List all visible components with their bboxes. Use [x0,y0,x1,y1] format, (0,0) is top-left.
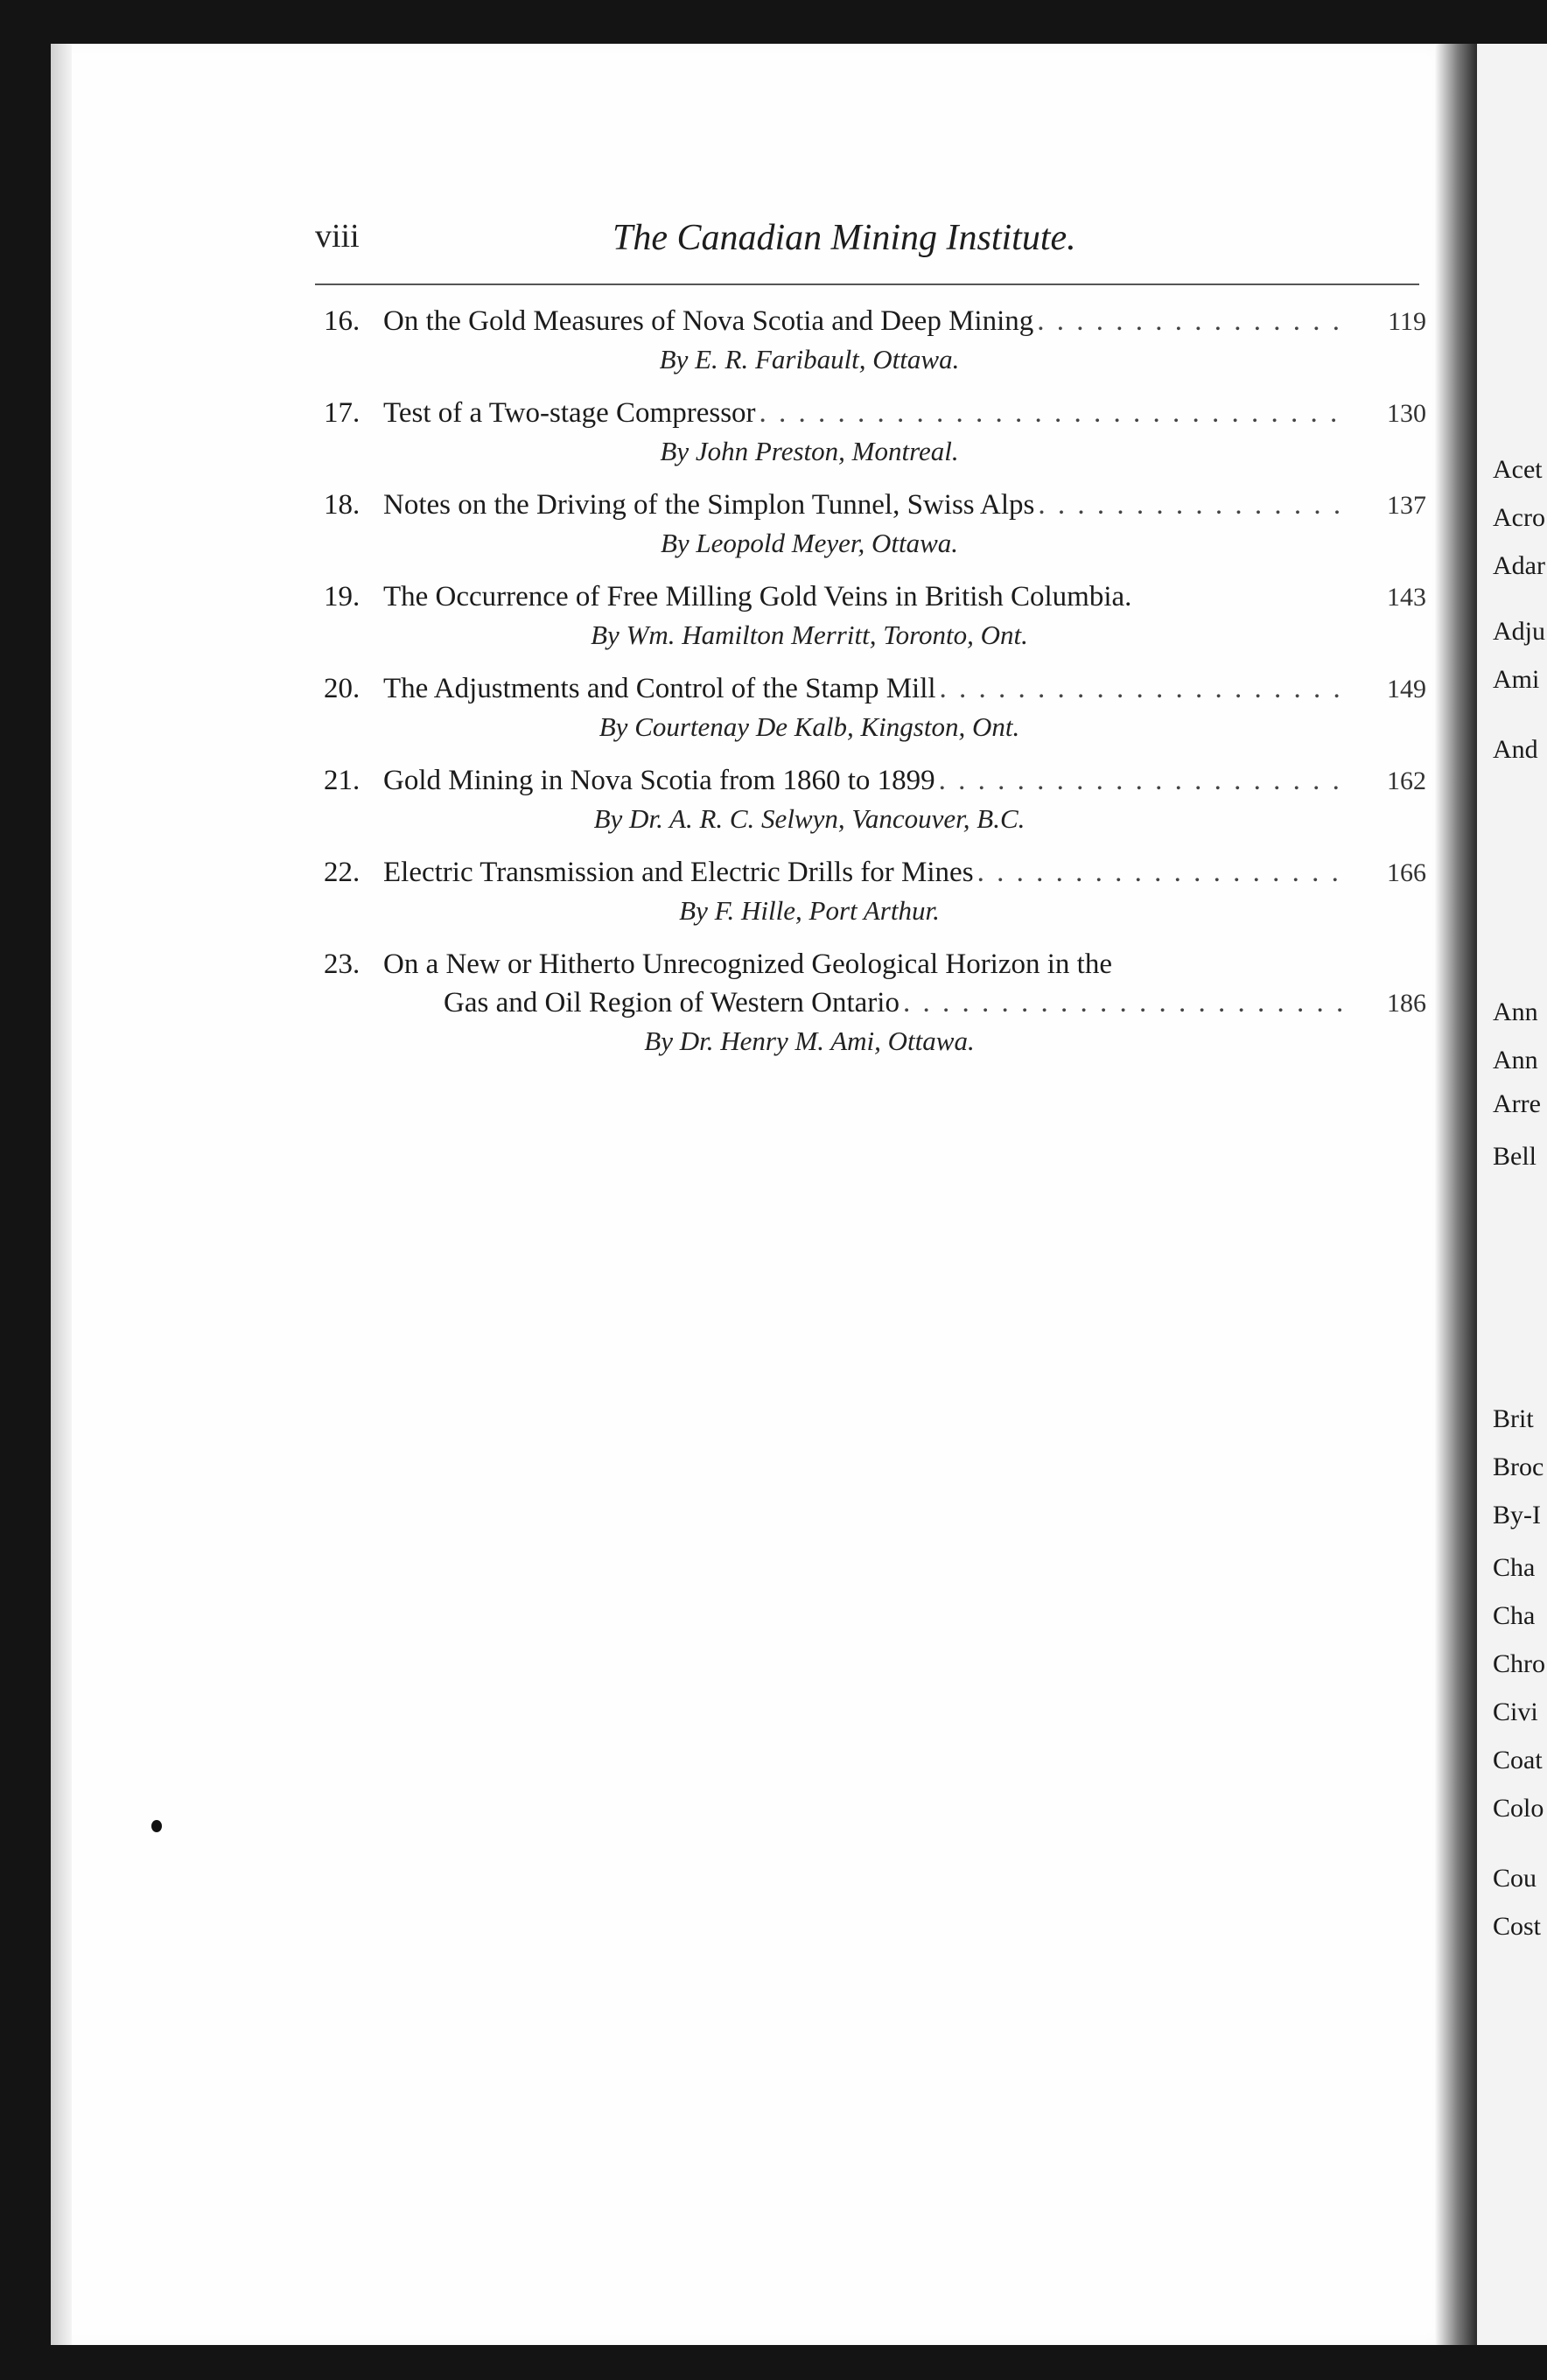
fragment-word: Civi [1493,1698,1538,1726]
fragment-word: Coat [1493,1746,1543,1774]
fragment-word: Adju [1493,617,1545,646]
entry-title: On a New or Hitherto Unrecognized Geological Horizon in the [383,948,1112,980]
dot-leader [756,394,1348,432]
entry-author: By F. Hille, Port Arthur. [679,895,940,926]
fragment-word: Bell [1493,1142,1536,1171]
entry-page: 130 [1387,399,1426,428]
fragment-word: Cha [1493,1601,1536,1630]
fragment-word: Acet [1493,455,1543,484]
fragment-word: Arre [1493,1089,1541,1118]
fragment-word: Chro [1493,1649,1545,1678]
contents-entry [324,669,1426,746]
contents-entry [324,945,1426,1060]
entry-number: 23. [324,948,360,980]
fragment-word: Brit [1493,1404,1534,1433]
entry-title: Test of a Two-stage Compressor [383,397,756,429]
entry-title: Electric Transmission and Electric Drills for Mines [383,857,974,888]
fragment-word: Ann [1493,1046,1538,1074]
entry-number: 19. [324,581,360,612]
entry-number: 17. [324,397,360,429]
fragment-word: Cou [1493,1864,1537,1893]
entry-author: By John Preston, Montreal. [660,436,959,466]
entry-author: By Leopold Meyer, Ottawa. [660,528,959,558]
dot-leader [900,984,1348,1022]
fragment-word: Cha [1493,1553,1536,1582]
entry-title: Gold Mining in Nova Scotia from 1860 to 1899 [383,765,935,796]
contents-entry [324,486,1426,562]
adjacent-page-fragment [1477,44,1547,2345]
page-number: viii [315,218,360,255]
entry-author: By Courtenay De Kalb, Kingston, Ont. [598,711,1020,742]
fragment-word: Ann [1493,998,1538,1026]
contents-entry [324,761,1426,837]
dot-leader [1034,486,1348,524]
page-edge [51,44,72,2345]
dot-leader [935,761,1348,800]
contents-entry [324,853,1426,929]
entry-title: The Occurrence of Free Milling Gold Veins in British Columbia. [383,581,1132,612]
dot-leader [1033,302,1348,340]
entry-author: By Dr. Henry M. Ami, Ottawa. [644,1026,975,1056]
fragment-word: And [1493,735,1538,764]
entry-page: 143 [1387,583,1426,612]
contents-entry [324,302,1426,378]
entry-title: On the Gold Measures of Nova Scotia and Deep Mining [383,305,1034,337]
contents-entry [324,578,1426,654]
entry-number: 18. [324,489,360,521]
fragment-word: Colo [1493,1794,1544,1823]
entry-title-continued: Gas and Oil Region of Western Ontario [444,987,900,1018]
dot-leader [974,853,1348,892]
contents-list [324,302,1426,1075]
contents-entry [324,394,1426,470]
fragment-word: Cost [1493,1912,1542,1941]
entry-number: 20. [324,673,360,704]
entry-number: 16. [324,305,360,337]
running-header [315,217,1419,270]
entry-page: 162 [1387,766,1426,795]
entry-author: By E. R. Faribault, Ottawa. [659,344,960,374]
fragment-word: Broc [1493,1452,1544,1481]
running-title: The Canadian Mining Institute. [612,218,1076,258]
fragment-word: Acro [1493,503,1545,532]
entry-page: 137 [1387,491,1426,520]
header-rule [315,284,1419,285]
dot-leader [936,669,1348,708]
entry-page: 166 [1387,858,1426,887]
entry-page: 119 [1388,307,1426,336]
entry-number: 21. [324,765,360,796]
entry-author: By Dr. A. R. C. Selwyn, Vancouver, B.C. [593,803,1026,834]
fragment-word: By-I [1493,1501,1541,1530]
entry-author: By Wm. Hamilton Merritt, Toronto, Ont. [591,620,1028,650]
entry-page: 149 [1387,675,1426,704]
entry-page: 186 [1387,989,1426,1018]
book-gutter [1435,44,1477,2345]
fragment-word: Ami [1493,665,1540,694]
fragment-word: Adar [1493,551,1545,580]
ink-speck [151,1820,162,1832]
entry-title: Notes on the Driving of the Simplon Tunnel, Swiss Alps [383,489,1035,521]
entry-number: 22. [324,857,360,888]
entry-title: The Adjustments and Control of the Stamp Mill [383,673,936,704]
